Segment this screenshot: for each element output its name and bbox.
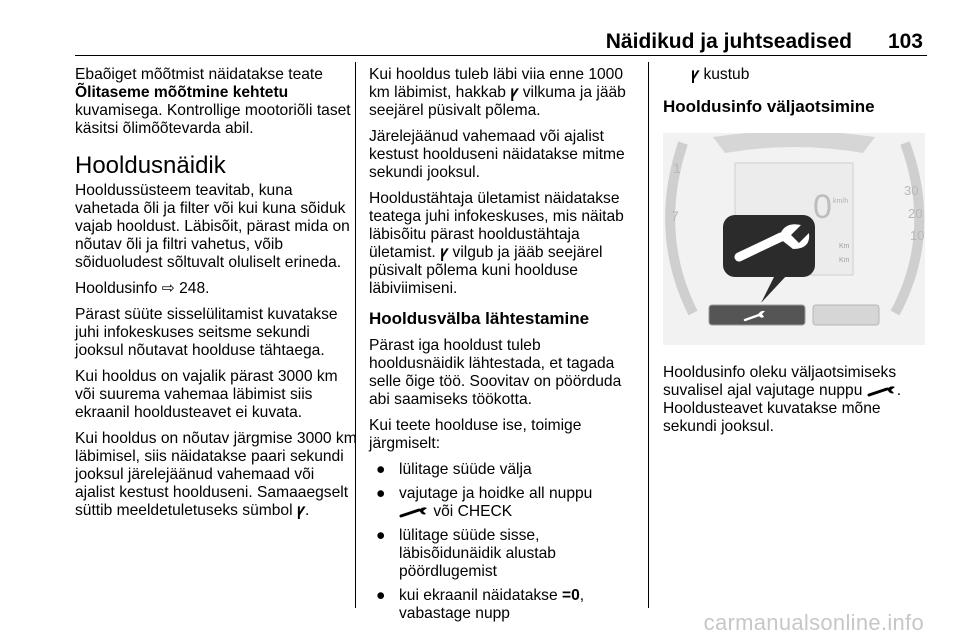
text: . Hooldusteavet kuvatakse mõne sekundi jooksul. — [663, 382, 902, 435]
list-item — [369, 461, 637, 479]
service-symbol-icon: ꝩ — [691, 66, 700, 83]
column-2 — [369, 66, 637, 629]
paragraph: Pärast süüte sisselülitamist kuvatakse juhi infokeskuses seitsme sekundi jooksul nõutavat hoolduse tähtaega. — [75, 306, 338, 359]
list-item — [369, 485, 637, 521]
text: või CHECK — [429, 503, 513, 520]
bullet: ● — [376, 587, 386, 604]
text: Hooldustähtaja ületamist näidatakse teatega juhi infokeskuses, mis näitab läbisõitu pärast hooldustähtaja ületamist. — [369, 190, 624, 261]
paragraph — [75, 430, 357, 520]
speed-unit: km/h — [833, 198, 849, 205]
page-header — [0, 0, 960, 62]
text: Kui hooldus on nõutav järgmise 3000 km läbimisel, siis näidatakse paari sekundi jooksul järelejäänud vahemaad või ajalist kestust hoolduseni. Samaaegselt süttib meeldetuletuseks sümbol — [75, 430, 357, 519]
text: lülitage süüde sisse, läbisõidunäidik alustab pöördlugemist — [399, 527, 556, 580]
steps-list — [369, 461, 637, 623]
paragraph: Järelejäänud vahemaad või ajalist kestust hoolduseni näidatakse mitme sekundi jooksul. — [369, 128, 625, 181]
wrench-icon — [867, 385, 897, 397]
text: . — [305, 502, 310, 519]
bullet: ● — [376, 527, 386, 544]
column-divider-2 — [648, 62, 649, 608]
gauge-tick-label: 20 — [908, 206, 923, 221]
odometer-unit: Km — [839, 243, 850, 250]
instrument-cluster-illustration — [663, 133, 925, 345]
display-value: =0 — [561, 587, 580, 604]
paragraph: Kui hooldus on vajalik pärast 3000 km või suurema vahemaa läbimist siis ekraanil hooldusteavet ei kuvata. — [75, 368, 338, 421]
speed-value: 0 — [813, 188, 832, 226]
text: vajutage ja hoidke all nuppu — [399, 485, 593, 502]
paragraph — [75, 66, 357, 138]
paragraph — [75, 280, 357, 298]
text: kui ekraanil näidatakse — [399, 587, 562, 604]
paragraph: Kui teete hoolduse ise, toimige järgmiselt: — [369, 417, 582, 452]
text: lülitage süüde välja — [399, 461, 532, 478]
message-name: Õlitaseme mõõtmine kehtetu — [75, 84, 289, 101]
text: Hooldusinfo oleku väljaotsimiseks suvalisel ajal vajutage nuppu — [663, 364, 897, 399]
section-title: Näidikud ja juhtseadised — [605, 30, 852, 53]
paragraph: Hooldussüsteem teavitab, kuna vahetada õli ja filter või kui kuna sõiduk vajab hooldust. Läbisõit, pärast mida on nõutav õli ja filtri vahetus, võib sõiduoludest sõltuvalt oluliselt erineda. — [75, 182, 350, 271]
text: vilgub ja jääb seejärel püsivalt põlema kuni hoolduse läbiviimiseni. — [369, 244, 603, 297]
heading-retrieve-service-info: Hooldusinfo väljaotsimine — [663, 97, 875, 116]
list-item — [369, 527, 637, 581]
service-symbol-icon: ꝩ — [296, 502, 306, 519]
paragraph — [663, 364, 933, 436]
column-3 — [663, 66, 933, 444]
bullet: ● — [376, 485, 386, 502]
text: kuvamisega. Kontrollige mootoriõli taset käsitsi õlimõõtevarda abil. — [75, 102, 351, 137]
paragraph: Pärast iga hooldust tuleb hooldusnäidik lähtestada, et tagada selle õige töö. Soovitav on pöörduda abi saamiseks töökotta. — [369, 337, 622, 408]
paragraph — [369, 66, 637, 120]
bullet: ● — [376, 461, 386, 478]
heading-reset-service: Hooldusvälba lähtestamine — [369, 309, 590, 328]
text: vilkuma ja jääb seejärel püsivalt põlema. — [369, 84, 626, 119]
text: kustub — [699, 66, 750, 83]
gauge-tick-label: 1 — [673, 160, 681, 176]
list-item — [369, 587, 637, 623]
reference-arrow-icon: ⇨ — [161, 280, 175, 297]
column-1 — [75, 66, 357, 528]
watermark: carmanualsonline.info — [703, 610, 924, 635]
page-reference-link[interactable]: 248. — [179, 280, 210, 297]
service-symbol-icon: ꝩ — [510, 84, 519, 101]
gauge-tick-label: 10 — [910, 228, 925, 243]
wrench-icon — [399, 506, 429, 518]
text: Ebaõiget mõõtmist näidatakse teate — [75, 66, 323, 83]
page-number: 103 — [887, 30, 923, 53]
text: Kui hooldus tuleb läbi viia enne 1000 km läbimist, hakkab — [369, 66, 624, 101]
text: , vabastage nupp — [399, 587, 585, 622]
paragraph — [663, 66, 933, 84]
gauge-tick-label: 7 — [671, 208, 679, 224]
service-symbol-icon: ꝩ — [440, 244, 449, 261]
gauge-tick-label: 30 — [904, 183, 919, 198]
header-rule — [75, 55, 927, 56]
text: Hooldusinfo — [75, 280, 162, 297]
tripmeter-unit: Km — [839, 257, 850, 264]
paragraph — [369, 190, 637, 298]
heading-service-indicator: Hooldusnäidik — [75, 152, 226, 179]
